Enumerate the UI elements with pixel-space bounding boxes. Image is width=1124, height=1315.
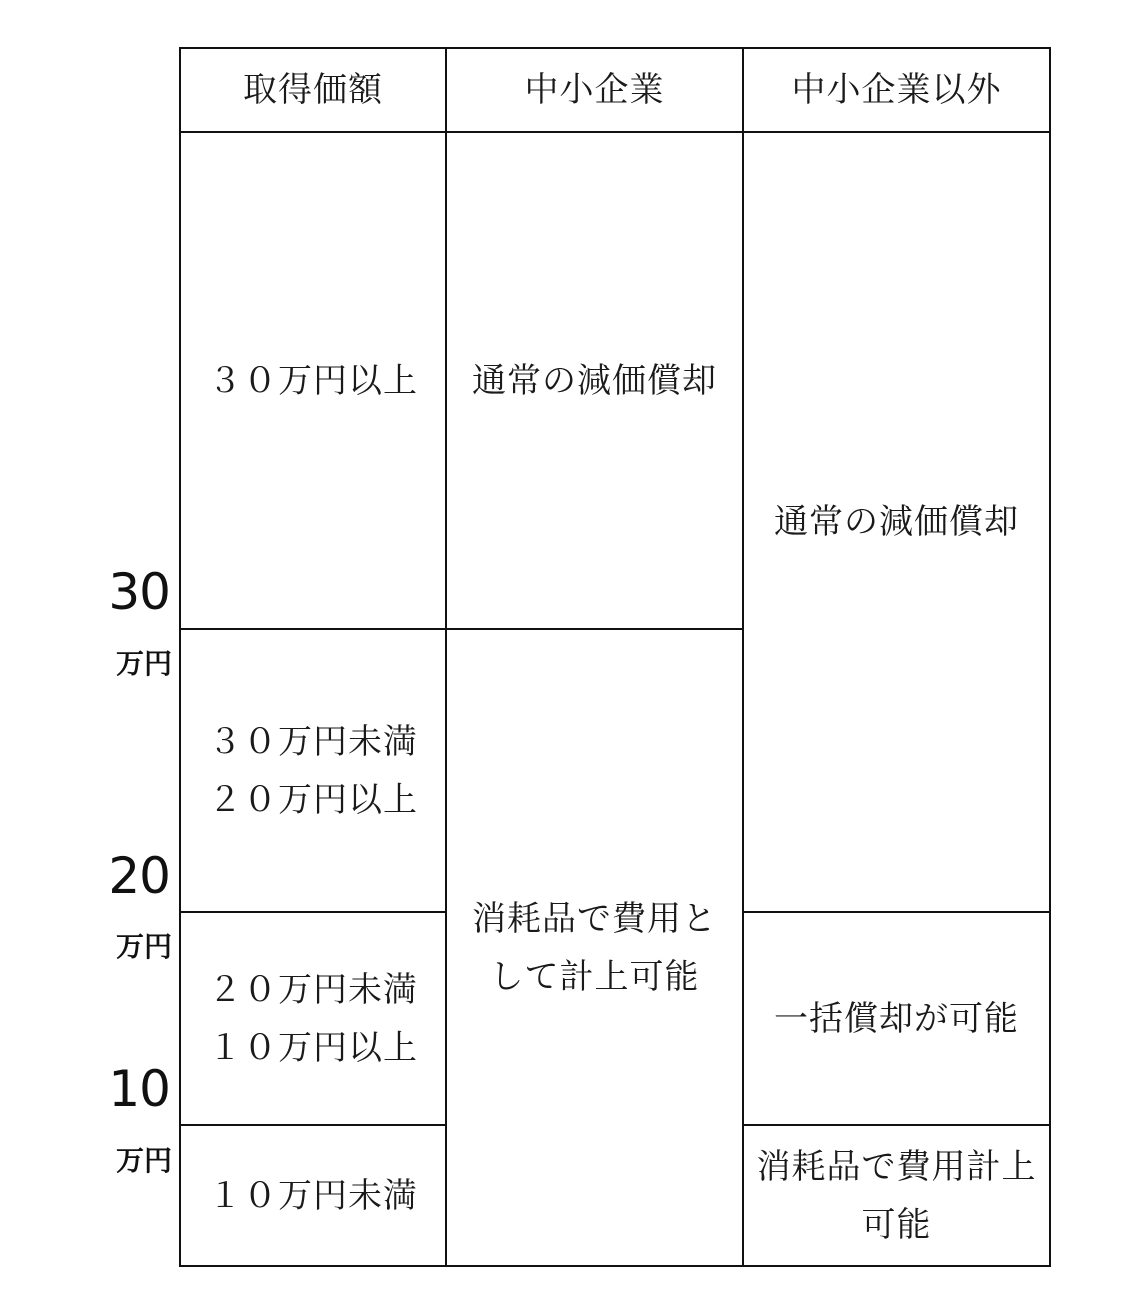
sme-cell-expense — [445, 628, 744, 1267]
non-sme-label-lump-sum: 一括償却が可能 — [774, 998, 1019, 1039]
price-cell-10-20 — [179, 911, 447, 1126]
price-line-1: ３０万円未満 — [208, 721, 418, 762]
price-label-30-plus: ３０万円以上 — [208, 360, 418, 401]
price-line-1: ２０万円未満 — [208, 969, 418, 1010]
header-label-sme: 中小企業 — [524, 70, 665, 110]
price-label-10-20 — [208, 961, 418, 1077]
price-line-2: ２０万円以上 — [208, 779, 418, 820]
non-sme-expense-line-2: 可能 — [861, 1204, 932, 1245]
depreciation-table — [179, 47, 1051, 1267]
sme-expense-line-1: 消耗品で費用と — [472, 898, 717, 939]
non-sme-expense-line-1: 消耗品で費用計上 — [756, 1146, 1037, 1187]
axis-marker-30-value: 30 — [108, 563, 170, 621]
axis-marker-30-unit: 万円 — [115, 647, 172, 680]
header-cell-non-sme — [742, 47, 1051, 133]
non-sme-cell-expense — [742, 1124, 1051, 1267]
sme-cell-standard-depreciation — [445, 131, 744, 630]
axis-marker-20-value: 20 — [108, 847, 170, 905]
header-cell-price — [179, 47, 447, 133]
price-cell-20-30 — [179, 628, 447, 913]
sme-label-expense — [472, 890, 717, 1006]
axis-marker-20-unit: 万円 — [115, 930, 172, 963]
price-label-20-30 — [208, 713, 418, 829]
sme-label-standard-depreciation: 通常の減価償却 — [472, 360, 717, 401]
price-label-under-10: １０万円未満 — [208, 1175, 418, 1216]
price-line-2: １０万円以上 — [208, 1027, 418, 1068]
non-sme-cell-lump-sum — [742, 911, 1051, 1126]
header-label-price: 取得価額 — [243, 70, 383, 110]
price-cell-under-10 — [179, 1124, 447, 1267]
header-cell-sme — [445, 47, 744, 133]
header-label-non-sme: 中小企業以外 — [791, 70, 1002, 110]
axis-marker-10-value: 10 — [108, 1060, 170, 1118]
non-sme-cell-standard-depreciation — [742, 131, 1051, 913]
sme-expense-line-2: して計上可能 — [489, 956, 700, 997]
axis-marker-10-unit: 万円 — [115, 1144, 172, 1177]
non-sme-label-standard-depreciation: 通常の減価償却 — [774, 502, 1019, 542]
price-cell-30-plus — [179, 131, 447, 630]
non-sme-label-expense — [757, 1138, 1037, 1254]
